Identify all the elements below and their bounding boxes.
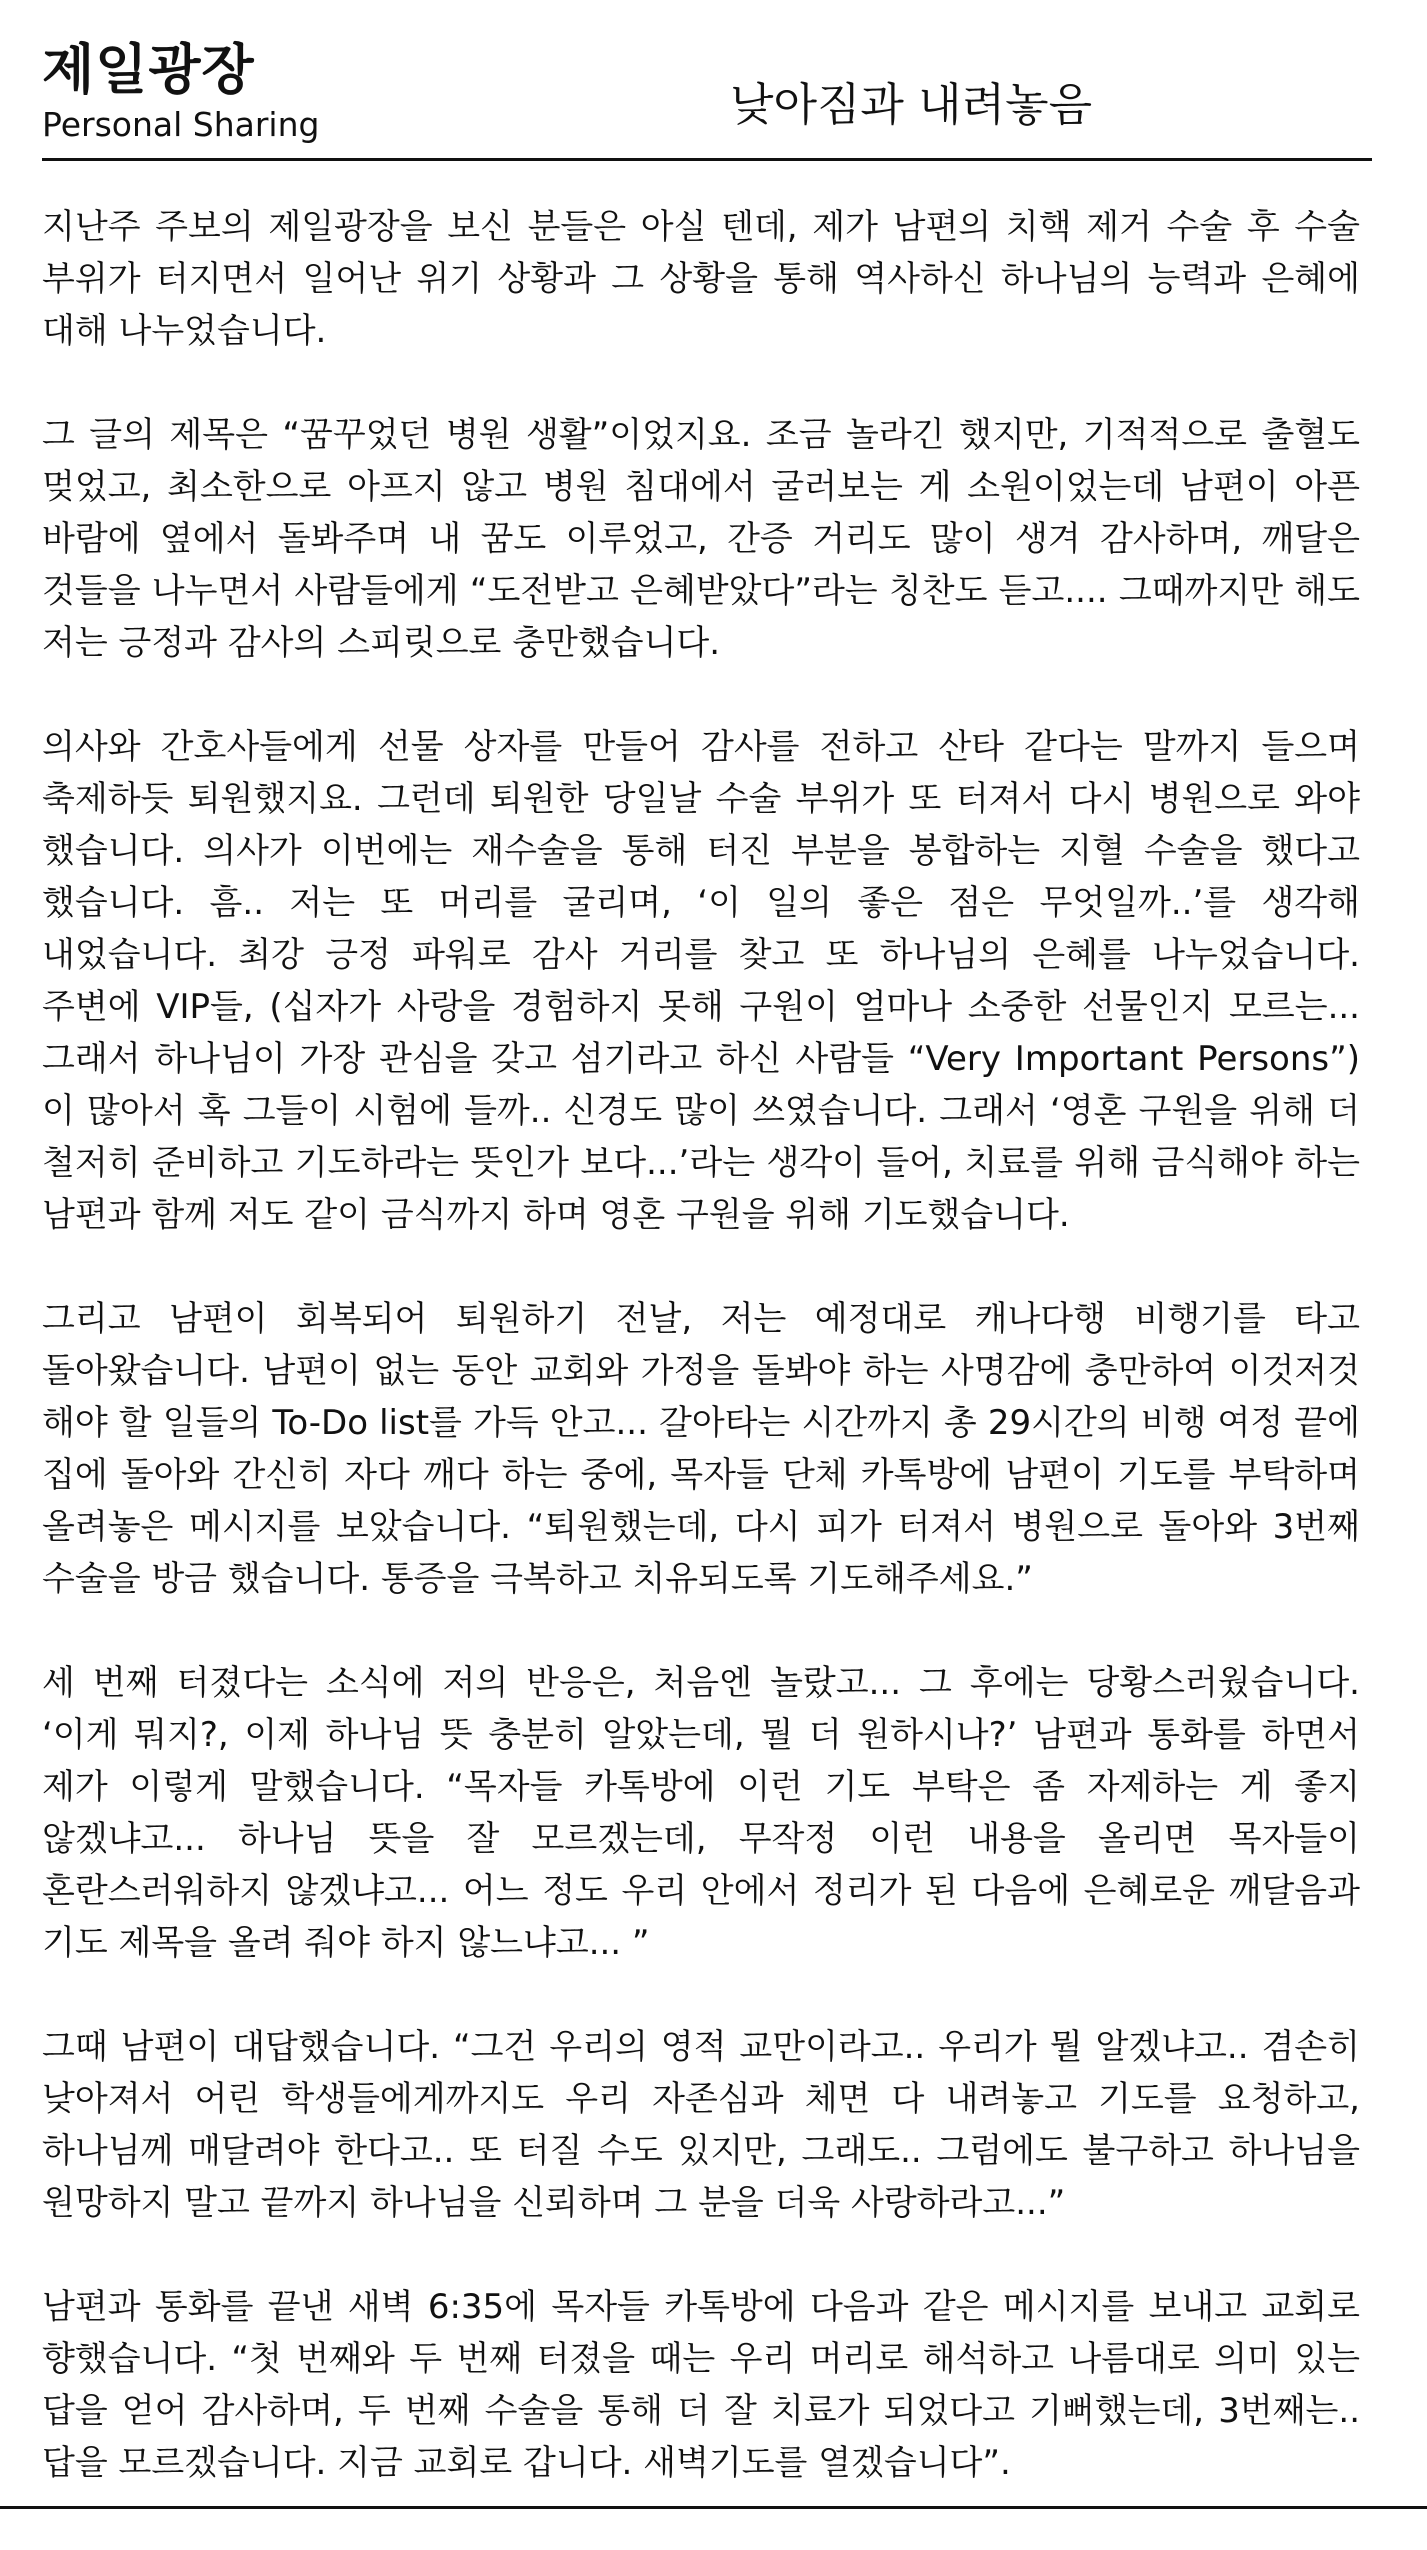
article-body (42, 201, 1360, 2489)
footer-divider (0, 2506, 1427, 2509)
paragraph-4: 그리고 남편이 회복되어 퇴원하기 전날, 저는 예정대로 캐나다행 비행기를 타고 돌아왔습니다. 남편이 없는 동안 교회와 가정을 돌봐야 하는 사명감에 충만하여 이것저것 해야 할 일들의 To-Do list를 가득 안고... 갈아타는 시간까지 총 29시간의 비행 여정 끝에 집에 돌아와 간신히 자다 깨다 하는 중에, 목자들 단체 카톡방에 남편이 기도를 부탁하며 올려놓은 메시지를 보았습니다. “퇴원했는데, 다시 피가 터져서 병원으로 돌아와 3번째 수술을 방금 했습니다. 통증을 극복하고 치유되도록 기도해주세요.” (42, 1299, 1360, 1599)
paragraph-6: 그때 남편이 대답했습니다. “그건 우리의 영적 교만이라고.. 우리가 뭘 알겠냐고.. 겸손히 낮아져서 어린 학생들에게까지도 우리 자존심과 체면 다 내려놓고 기도를 요청하고, 하나님께 매달려야 한다고.. 또 터질 수도 있지만, 그래도.. 그럼에도 불구하고 하나님을 원망하지 말고 끝까지 하나님을 신뢰하며 그 분을 더욱 사랑하라고...” (42, 2027, 1360, 2223)
header-divider (42, 158, 1372, 161)
paragraph-7: 남편과 통화를 끝낸 새벽 6:35에 목자들 카톡방에 다음과 같은 메시지를 보내고 교회로 향했습니다. “첫 번째와 두 번째 터졌을 때는 우리 머리로 해석하고 나름대로 의미 있는 답을 얻어 감사하며, 두 번째 수술을 통해 더 잘 치료가 되었다고 기뻐했는데, 3번째는.. 답을 모르겠습니다. 지금 교회로 갑니다. 새벽기도를 열겠습니다”. (42, 2287, 1360, 2483)
paragraph-5: 세 번째 터졌다는 소식에 저의 반응은, 처음엔 놀랐고... 그 후에는 당황스러웠습니다. ‘이게 뭐지?, 이제 하나님 뜻 충분히 알았는데, 뭘 더 원하시나?’ 남편과 통화를 하면서 제가 이렇게 말했습니다. “목자들 카톡방에 이런 기도 부탁은 좀 자제하는 게 좋지 않겠냐고... 하나님 뜻을 잘 모르겠는데, 무작정 이런 내용을 올리면 목자들이 혼란스러워하지 않겠냐고... 어느 정도 우리 안에서 정리가 된 다음에 은혜로운 깨달음과 기도 제목을 올려 줘야 하지 않느냐고... ” (42, 1663, 1360, 1963)
section-title: 제일광장 (42, 38, 255, 101)
page (42, 40, 1372, 2541)
paragraph-2: 그 글의 제목은 “꿈꾸었던 병원 생활”이었지요. 조금 놀라긴 했지만, 기적적으로 출혈도 멎었고, 최소한으로 아프지 않고 병원 침대에서 굴러보는 게 소원이었는데 남편이 아픈 바람에 옆에서 돌봐주며 내 꿈도 이루었고, 간증 거리도 많이 생겨 감사하며, 깨달은 것들을 나누면서 사람들에게 “도전받고 은혜받았다”라는 칭찬도 듣고.... 그때까지만 해도 저는 긍정과 감사의 스피릿으로 충만했습니다. (42, 415, 1360, 663)
article-title: 낮아짐과 내려놓음 (730, 78, 1093, 131)
header (42, 40, 1372, 158)
paragraph-1: 지난주 주보의 제일광장을 보신 분들은 아실 텐데, 제가 남편의 치핵 제거 수술 후 수술 부위가 터지면서 일어난 위기 상황과 그 상황을 통해 역사하신 하나님의 능력과 은혜에 대해 나누었습니다. (42, 207, 1360, 351)
paragraph-3: 의사와 간호사들에게 선물 상자를 만들어 감사를 전하고 산타 같다는 말까지 들으며 축제하듯 퇴원했지요. 그런데 퇴원한 당일날 수술 부위가 또 터져서 다시 병원으로 와야 했습니다. 의사가 이번에는 재수술을 통해 터진 부분을 봉합하는 지혈 수술을 했다고 했습니다. 흠.. 저는 또 머리를 굴리며, ‘이 일의 좋은 점은 무엇일까..’를 생각해 내었습니다. 최강 긍정 파워로 감사 거리를 찾고 또 하나님의 은혜를 나누었습니다. 주변에 VIP들, (십자가 사랑을 경험하지 못해 구원이 얼마나 소중한 선물인지 모르는... 그래서 하나님이 가장 관심을 갖고 섬기라고 하신 사람들 “Very Important Persons”)이 많아서 혹 그들이 시험에 들까.. 신경도 많이 쓰였습니다. 그래서 ‘영혼 구원을 위해 더 철저히 준비하고 기도하라는 뜻인가 보다...’라는 생각이 들어, 치료를 위해 금식해야 하는 남편과 함께 저도 같이 금식까지 하며 영혼 구원을 위해 기도했습니다. (42, 727, 1360, 1235)
section-subtitle: Personal Sharing (42, 105, 320, 144)
